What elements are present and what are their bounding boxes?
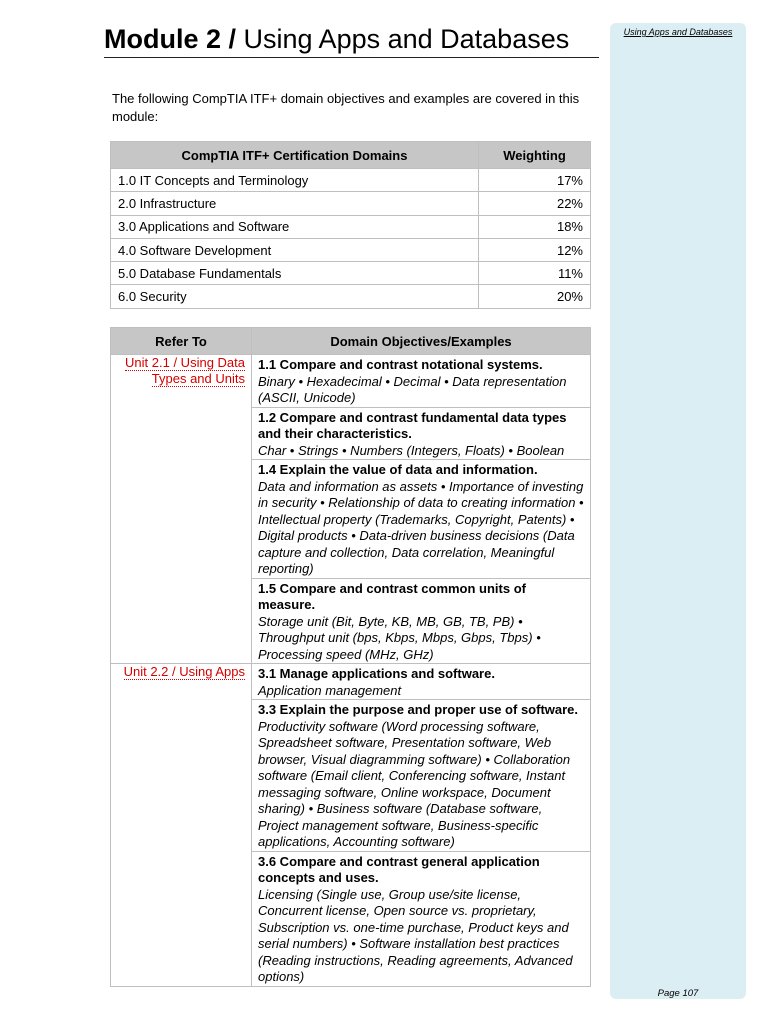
- weight-cell: 18%: [479, 215, 591, 238]
- table-row: [111, 215, 591, 238]
- weight-cell: 11%: [479, 262, 591, 285]
- domain-cell: 2.0 Infrastructure: [111, 192, 479, 215]
- table-row: [111, 169, 591, 192]
- weight-cell: 22%: [479, 192, 591, 215]
- intro-text: The following CompTIA ITF+ domain objectives and examples are covered in this module:: [112, 91, 580, 124]
- domain-cell: 3.0 Applications and Software: [111, 215, 479, 238]
- weight-cell: 20%: [479, 285, 591, 308]
- domain-cell: 5.0 Database Fundamentals: [111, 262, 479, 285]
- objective-cell: [252, 407, 591, 460]
- objective-heading: 1.5 Compare and contrast common units of measure.: [258, 580, 526, 612]
- page-title: [104, 22, 599, 58]
- weight-cell: 17%: [479, 169, 591, 192]
- table-row: [111, 262, 591, 285]
- objective-heading: 1.4 Explain the value of data and information.: [258, 462, 538, 477]
- table-row: [111, 355, 591, 408]
- objective-examples: Char • Strings • Numbers (Integers, Floats) • Boolean: [258, 442, 565, 458]
- column-header-objectives: Domain Objectives/Examples: [252, 328, 591, 355]
- table-row: [111, 664, 591, 700]
- unit-2-1-link[interactable]: Unit 2.1 / Using Data Types and Units: [125, 355, 245, 386]
- objective-heading: 3.1 Manage applications and software.: [258, 666, 495, 681]
- objective-cell: [252, 355, 591, 408]
- table-header-row: [111, 142, 591, 169]
- domains-table: [110, 141, 591, 309]
- table-header-row: [111, 328, 591, 355]
- objective-examples: Productivity software (Word processing software, Spreadsheet software, Presentation software, Web browser, Visual diagramming software) • Collaboration software (Email client, Conferencing software, Instant messaging software, Online workspace, Document sharing) • Business software (Database software, Project management software, Business-specific applications, Accounting software): [258, 718, 571, 849]
- objective-cell: [252, 460, 591, 579]
- objective-heading: 3.3 Explain the purpose and proper use of software.: [258, 702, 579, 717]
- module-number: Module 2 /: [104, 24, 237, 54]
- weight-cell: 12%: [479, 238, 591, 261]
- objective-cell: [252, 851, 591, 986]
- objective-examples: Binary • Hexadecimal • Decimal • Data representation (ASCII, Unicode): [258, 373, 567, 405]
- column-header-domains: CompTIA ITF+ Certification Domains: [111, 142, 479, 169]
- unit-ref-cell: [111, 664, 252, 987]
- unit-2-2-link[interactable]: Unit 2.2 / Using Apps: [123, 664, 245, 679]
- objective-examples: Data and information as assets • Importance of investing in security • Relationship of data to creating information • Intellectual property (Trademarks, Copyright, Patents) • Digital products • Data-driven business decisions (Data capture and collection, Data correlation, Meaningful reporting): [258, 478, 584, 576]
- module-title: Using Apps and Databases: [236, 24, 570, 54]
- objective-cell: [252, 578, 591, 664]
- unit-ref-cell: [111, 355, 252, 664]
- objective-examples: Licensing (Single use, Group use/site license, Concurrent license, Open source vs. proprietary, Subscription vs. one-time purchase, Product keys and serial numbers) • Software installation best practices (Reading instructions, Reading agreements, Advanced options): [258, 886, 573, 984]
- table-row: [111, 192, 591, 215]
- domain-cell: 6.0 Security: [111, 285, 479, 308]
- page-number: Page 107: [657, 988, 699, 999]
- domain-cell: 4.0 Software Development: [111, 238, 479, 261]
- domain-cell: 1.0 IT Concepts and Terminology: [111, 169, 479, 192]
- column-header-weighting: Weighting: [479, 142, 591, 169]
- objectives-table: [110, 327, 591, 987]
- table-row: [111, 238, 591, 261]
- objective-heading: 1.2 Compare and contrast fundamental data types and their characteristics.: [258, 409, 567, 441]
- column-header-refer-to: Refer To: [111, 328, 252, 355]
- objective-examples: Application management: [258, 682, 402, 698]
- objective-cell: [252, 700, 591, 852]
- table-row: [111, 285, 591, 308]
- objective-heading: 1.1 Compare and contrast notational systems.: [258, 357, 543, 372]
- objective-examples: Storage unit (Bit, Byte, KB, MB, GB, TB, PB) • Throughput unit (bps, Kbps, Mbps, Gbps, Tbps) • Processing speed (MHz, GHz): [258, 613, 541, 662]
- objective-cell: [252, 664, 591, 700]
- sidebar-link[interactable]: Using Apps and Databases: [623, 27, 733, 37]
- sidebar: [610, 23, 746, 999]
- objective-heading: 3.6 Compare and contrast general application concepts and uses.: [258, 853, 540, 885]
